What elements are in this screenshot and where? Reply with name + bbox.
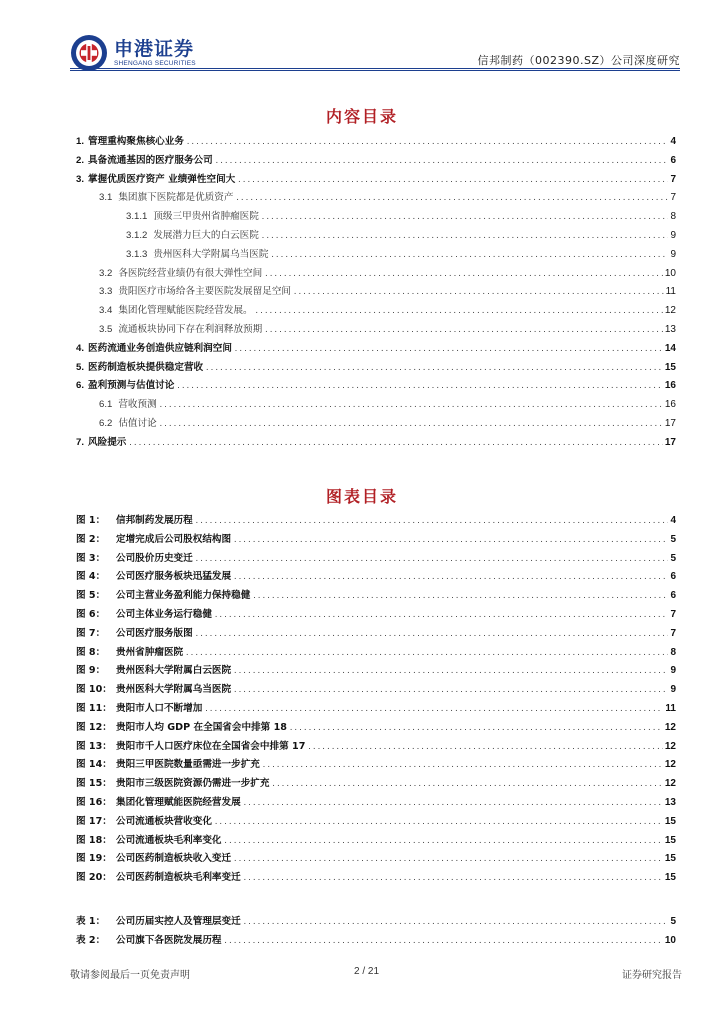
figures-list <box>76 512 676 888</box>
toc-entry-page: 15 <box>664 815 676 827</box>
toc-entry-number: 6.1 <box>99 399 113 411</box>
toc-entry-number: 图 9： <box>76 665 106 677</box>
toc-entry-text: 信邦制药发展历程 <box>116 515 193 526</box>
dot-leader <box>264 326 663 334</box>
toc-entry-label <box>99 415 157 429</box>
figure-entry[interactable] <box>76 850 676 869</box>
toc-entry[interactable] <box>76 321 676 340</box>
toc-entry-number: 1. <box>76 136 85 147</box>
toc-entry-number: 图 16： <box>76 796 112 808</box>
figure-entry[interactable] <box>76 512 676 531</box>
toc-entry-label <box>76 850 231 864</box>
toc-entry-page: 12 <box>664 305 676 317</box>
toc-list <box>76 133 676 453</box>
dot-leader <box>243 874 663 882</box>
toc-entry-page: 9 <box>670 684 676 696</box>
dot-leader <box>255 307 663 315</box>
toc-entry-page: 5 <box>670 533 676 545</box>
toc-entry-page: 13 <box>664 796 676 808</box>
toc-entry-number: 图 13： <box>76 740 112 752</box>
toc-entry-label <box>76 340 232 354</box>
toc-entry-text: 公司医疗服务板块迅猛发展 <box>116 571 232 583</box>
toc-entry-text: 集团化管理赋能医院经营发展 <box>116 796 241 808</box>
dot-leader <box>307 743 662 751</box>
toc-entry[interactable] <box>76 415 676 434</box>
toc-entry-text: 贵州省肿瘤医院 <box>116 646 184 658</box>
toc-entry-label <box>76 832 222 846</box>
toc-entry-label <box>76 152 213 166</box>
toc-entry-page: 15 <box>664 361 676 373</box>
toc-entry-text: 集团化管理赋能医院经营发展。 <box>118 305 253 317</box>
figure-entry[interactable] <box>76 775 676 794</box>
toc-entry-page: 5 <box>670 916 676 927</box>
toc-entry[interactable] <box>76 340 676 359</box>
toc-entry[interactable] <box>76 171 676 190</box>
figure-entry[interactable] <box>76 719 676 738</box>
dot-leader <box>186 138 668 146</box>
figure-entry[interactable] <box>76 700 676 719</box>
dot-leader <box>195 517 669 525</box>
toc-entry-number: 图 4： <box>76 571 106 583</box>
toc-entry-label <box>76 700 202 714</box>
toc-entry-text: 医药流通业务创造供应链利润空间 <box>88 342 232 354</box>
toc-entry-text: 贵州医科大学附属乌当医院 <box>153 248 269 260</box>
toc-entry[interactable] <box>76 152 676 171</box>
toc-entry-page: 17 <box>664 436 676 448</box>
dot-leader <box>224 837 663 845</box>
toc-entry[interactable] <box>76 283 676 302</box>
figures-title: 图表目录 <box>325 487 398 506</box>
toc-entry-page: 6 <box>670 590 676 602</box>
toc-entry-label <box>76 644 183 658</box>
toc-entry-page: 15 <box>664 834 676 846</box>
toc-entry-text: 公司股价历史变迁 <box>116 552 193 564</box>
toc-entry-number: 图 11： <box>76 702 112 714</box>
brand-logo-icon <box>70 34 108 72</box>
figure-entry[interactable] <box>76 756 676 775</box>
toc-entry-number: 图 8： <box>76 646 106 658</box>
toc-entry-number: 6. <box>76 380 85 392</box>
toc-entry-label <box>99 302 253 316</box>
figure-entry[interactable] <box>76 794 676 813</box>
dot-leader <box>243 918 669 926</box>
report-title: 信邦制药（002390.SZ）公司深度研究 <box>477 54 680 67</box>
toc-entry-number: 5. <box>76 361 85 373</box>
dot-leader <box>195 555 669 563</box>
toc-entry-label <box>126 227 259 241</box>
toc-entry-number: 2. <box>76 154 85 166</box>
toc-entry-label <box>76 606 212 620</box>
toc-entry-text: 盈利预测与估值讨论 <box>88 380 175 392</box>
toc-entry-number: 图 17： <box>76 815 112 827</box>
toc-entry-number: 3.1.1 <box>126 211 148 223</box>
toc-entry-text: 各医院经营业绩仍有很大弹性空间 <box>118 267 263 279</box>
toc-entry-text: 公司医药制造板块收入变迁 <box>116 853 232 865</box>
toc-entry-number: 7. <box>76 436 85 448</box>
dot-leader <box>262 761 663 769</box>
toc-entry-text: 公司流通板块毛利率变化 <box>116 834 222 846</box>
toc-entry-number: 6.2 <box>99 417 113 429</box>
toc-entry-number: 3.2 <box>99 267 113 279</box>
header-divider-secondary <box>70 70 680 71</box>
dot-leader <box>233 855 663 863</box>
figure-entry[interactable] <box>76 550 676 569</box>
dot-leader <box>233 573 668 581</box>
dot-leader <box>233 536 668 544</box>
toc-entry-label <box>76 587 250 601</box>
toc-entry-page: 12 <box>664 721 676 733</box>
toc-entry[interactable] <box>76 302 676 321</box>
toc-entry-label <box>76 913 241 927</box>
toc-entry-page: 9 <box>670 229 676 241</box>
toc-entry-label <box>76 932 222 946</box>
dot-leader <box>233 667 668 675</box>
toc-entry[interactable] <box>76 434 676 453</box>
toc-entry[interactable] <box>76 133 676 152</box>
page-footer <box>70 966 682 980</box>
toc-entry-text: 顶级三甲贵州省肿瘤医院 <box>153 211 259 223</box>
figure-entry[interactable] <box>76 606 676 625</box>
toc-entry-page: 8 <box>670 646 676 658</box>
toc-title: 内容目录 <box>325 107 398 126</box>
toc-entry-label <box>76 662 231 676</box>
toc-entry-page: 4 <box>670 136 676 147</box>
toc-entry-text: 贵州医科大学附属乌当医院 <box>116 684 232 696</box>
toc-entry-label <box>76 681 231 695</box>
figure-entry[interactable] <box>76 738 676 757</box>
figure-entry[interactable] <box>76 832 676 851</box>
toc-entry-text: 公司医疗服务版图 <box>116 627 193 639</box>
toc-entry-page: 6 <box>670 571 676 583</box>
toc-entry-page: 12 <box>664 740 676 752</box>
dot-leader <box>233 686 668 694</box>
dot-leader <box>159 401 663 409</box>
toc-entry-number: 表 2： <box>76 934 106 946</box>
toc-entry[interactable] <box>76 377 676 396</box>
toc-entry-text: 发展潜力巨大的白云医院 <box>153 229 259 241</box>
toc-entry-page: 15 <box>664 872 676 884</box>
toc-entry-text: 贵州医科大学附属白云医院 <box>116 665 232 677</box>
dot-leader <box>214 611 669 619</box>
toc-entry-text: 公司历届实控人及管理层变迁 <box>116 916 241 927</box>
toc-entry-number: 3.1.2 <box>126 229 148 241</box>
toc-entry-text: 公司旗下各医院发展历程 <box>116 934 222 946</box>
toc-entry-number: 3.5 <box>99 323 113 335</box>
toc-entry[interactable] <box>76 208 676 227</box>
toc-entry-label <box>76 775 270 789</box>
toc-entry-text: 贵阳市千人口医疗床位在全国省会中排第 17 <box>116 740 306 752</box>
toc-entry-number: 图 2： <box>76 533 106 545</box>
toc-entry-text: 管理重构聚焦核心业务 <box>88 136 184 147</box>
toc-entry-label <box>76 531 231 545</box>
toc-entry-number: 图 3： <box>76 552 106 564</box>
toc-entry-number: 表 1： <box>76 916 106 927</box>
toc-entry-page: 9 <box>670 665 676 677</box>
toc-entry-label <box>76 512 193 526</box>
toc-entry-number: 3.1.3 <box>126 248 148 260</box>
toc-entry-label <box>76 794 241 808</box>
toc-entry-label <box>126 246 268 260</box>
dot-leader <box>214 818 663 826</box>
toc-entry-number: 图 14： <box>76 759 112 771</box>
figure-entry[interactable] <box>76 869 676 888</box>
toc-entry-text: 贵阳医疗市场给各主要医院发展留足空间 <box>118 286 292 298</box>
toc-entry[interactable] <box>76 265 676 284</box>
dot-leader <box>159 420 663 428</box>
toc-entry-number: 图 1： <box>76 515 106 526</box>
toc-entry-text: 估值讨论 <box>118 417 157 429</box>
toc-entry-label <box>76 359 203 373</box>
toc-entry-text: 定增完成后公司股权结构图 <box>116 533 232 545</box>
figure-entry[interactable] <box>76 681 676 700</box>
toc-entry-label <box>99 321 262 335</box>
figure-entry[interactable] <box>76 662 676 681</box>
dot-leader <box>224 937 663 945</box>
toc-entry-page: 4 <box>670 515 676 526</box>
figure-entry[interactable] <box>76 644 676 663</box>
toc-entry-text: 公司主体业务运行稳健 <box>116 608 212 620</box>
toc-entry-label <box>76 738 305 752</box>
toc-entry-number: 图 7： <box>76 627 106 639</box>
toc-entry[interactable] <box>76 189 676 208</box>
toc-entry-text: 具备流通基因的医疗服务公司 <box>88 154 213 166</box>
dot-leader <box>261 232 669 240</box>
toc-entry-page: 16 <box>664 380 676 392</box>
page-header <box>0 0 724 72</box>
brand-logo <box>70 34 196 72</box>
page-number: 2 / 21 <box>354 966 380 977</box>
toc-entry-text: 风险提示 <box>88 436 127 448</box>
table-entry[interactable] <box>76 913 676 932</box>
brand-name-en: SHENGANG SECURITIES <box>114 59 196 67</box>
toc-entry-text: 公司医药制造板块毛利率变迁 <box>116 872 241 884</box>
dot-leader <box>261 213 669 221</box>
toc-entry-number: 3.4 <box>99 305 113 317</box>
toc-entry-page: 15 <box>664 853 676 865</box>
toc-entry-label <box>76 133 184 147</box>
toc-entry[interactable] <box>76 359 676 378</box>
toc-entry[interactable] <box>76 396 676 415</box>
toc-entry-label <box>126 208 259 222</box>
toc-entry-number: 图 6： <box>76 608 106 620</box>
toc-entry-page: 14 <box>664 342 676 354</box>
toc-entry-page: 9 <box>670 248 676 260</box>
toc-entry-page: 11 <box>665 702 676 714</box>
toc-entry-text: 贵阳市三级医院资源仍需进一步扩充 <box>116 778 270 790</box>
header-divider <box>70 68 680 69</box>
figure-entry[interactable] <box>76 531 676 550</box>
toc-entry-page: 7 <box>670 627 676 639</box>
toc-entry-page: 12 <box>664 778 676 790</box>
footer-disclaimer: 敬请参阅最后一页免责声明 <box>70 970 190 981</box>
toc-entry-label <box>76 719 287 733</box>
dot-leader <box>215 157 669 165</box>
toc-entry-label <box>99 283 291 297</box>
toc-entry-label <box>76 625 193 639</box>
toc-entry-label <box>76 171 235 185</box>
toc-entry-number: 图 20： <box>76 872 112 884</box>
toc-entry-text: 贵阳市人口不断增加 <box>116 702 203 714</box>
toc-entry-page: 17 <box>664 417 676 429</box>
dot-leader <box>264 270 663 278</box>
table-entry[interactable] <box>76 932 676 951</box>
figure-entry[interactable] <box>76 587 676 606</box>
toc-entry-page: 5 <box>670 552 676 564</box>
dot-leader <box>185 649 668 657</box>
toc-entry-label <box>76 434 126 448</box>
toc-entry-page: 10 <box>664 267 676 279</box>
toc-entry[interactable] <box>76 246 676 265</box>
toc-entry-number: 图 15： <box>76 778 112 790</box>
dot-leader <box>293 288 664 296</box>
toc-entry-page: 13 <box>664 323 676 335</box>
toc-entry-text: 公司主营业务盈利能力保持稳健 <box>116 590 251 602</box>
toc-entry-number: 4. <box>76 342 85 354</box>
toc-entry-label <box>99 396 157 410</box>
toc-entry-number: 图 12： <box>76 721 112 733</box>
dot-leader <box>252 592 668 600</box>
toc-entry-page: 7 <box>670 192 676 204</box>
dot-leader <box>195 630 669 638</box>
footer-doc-type: 证券研究报告 <box>622 970 682 981</box>
brand-name-cn: 申港证券 <box>114 37 195 60</box>
toc-entry-text: 营收预测 <box>118 399 157 411</box>
toc-entry-text: 贵阳三甲医院数量亟需进一步扩充 <box>116 759 260 771</box>
toc-entry-number: 3. <box>76 173 85 185</box>
toc-entry-number: 3.1 <box>99 192 113 204</box>
toc-entry[interactable] <box>76 227 676 246</box>
toc-entry-number: 3.3 <box>99 286 113 298</box>
dot-leader <box>272 780 663 788</box>
toc-entry-label <box>99 189 233 203</box>
toc-entry-number: 图 19： <box>76 853 112 865</box>
figure-entry[interactable] <box>76 568 676 587</box>
toc-entry-text: 贵阳市人均 GDP 在全国省会中排第 18 <box>116 721 287 733</box>
dot-leader <box>234 345 663 353</box>
toc-entry-number: 图 5： <box>76 590 106 602</box>
tables-list <box>76 913 676 951</box>
toc-entry-label <box>76 568 231 582</box>
dot-leader <box>235 194 668 202</box>
toc-entry-label <box>76 869 241 883</box>
dot-leader <box>237 176 668 184</box>
toc-entry-number: 图 18： <box>76 834 112 846</box>
toc-entry-page: 10 <box>664 934 676 946</box>
figure-entry[interactable] <box>76 813 676 832</box>
dot-leader <box>243 799 663 807</box>
toc-entry-text: 公司流通板块营收变化 <box>116 815 212 827</box>
dot-leader <box>128 439 662 447</box>
toc-entry-text: 掌握优质医疗资产 业绩弹性空间大 <box>88 173 236 185</box>
toc-entry-page: 12 <box>664 759 676 771</box>
figure-entry[interactable] <box>76 625 676 644</box>
toc-entry-label <box>76 756 260 770</box>
toc-entry-text: 医药制造板块提供稳定营收 <box>88 361 204 373</box>
toc-entry-text: 流通板块协同下存在利润释放预期 <box>118 323 263 335</box>
toc-entry-page: 16 <box>664 399 676 411</box>
toc-entry-label <box>76 813 212 827</box>
toc-entry-number: 图 10： <box>76 684 112 696</box>
dot-leader <box>289 724 663 732</box>
toc-entry-text: 集团旗下医院都是优质资产 <box>118 192 234 204</box>
dot-leader <box>176 382 663 390</box>
toc-entry-label <box>76 377 174 391</box>
toc-entry-page: 8 <box>670 211 676 223</box>
dot-leader <box>205 364 663 372</box>
toc-entry-page: 6 <box>670 154 676 166</box>
dot-leader <box>270 251 668 259</box>
toc-entry-page: 7 <box>670 173 676 185</box>
toc-entry-label <box>99 265 262 279</box>
toc-entry-page: 7 <box>670 608 676 620</box>
dot-leader <box>204 705 663 713</box>
toc-entry-page: 11 <box>665 286 676 298</box>
toc-entry-label <box>76 550 193 564</box>
